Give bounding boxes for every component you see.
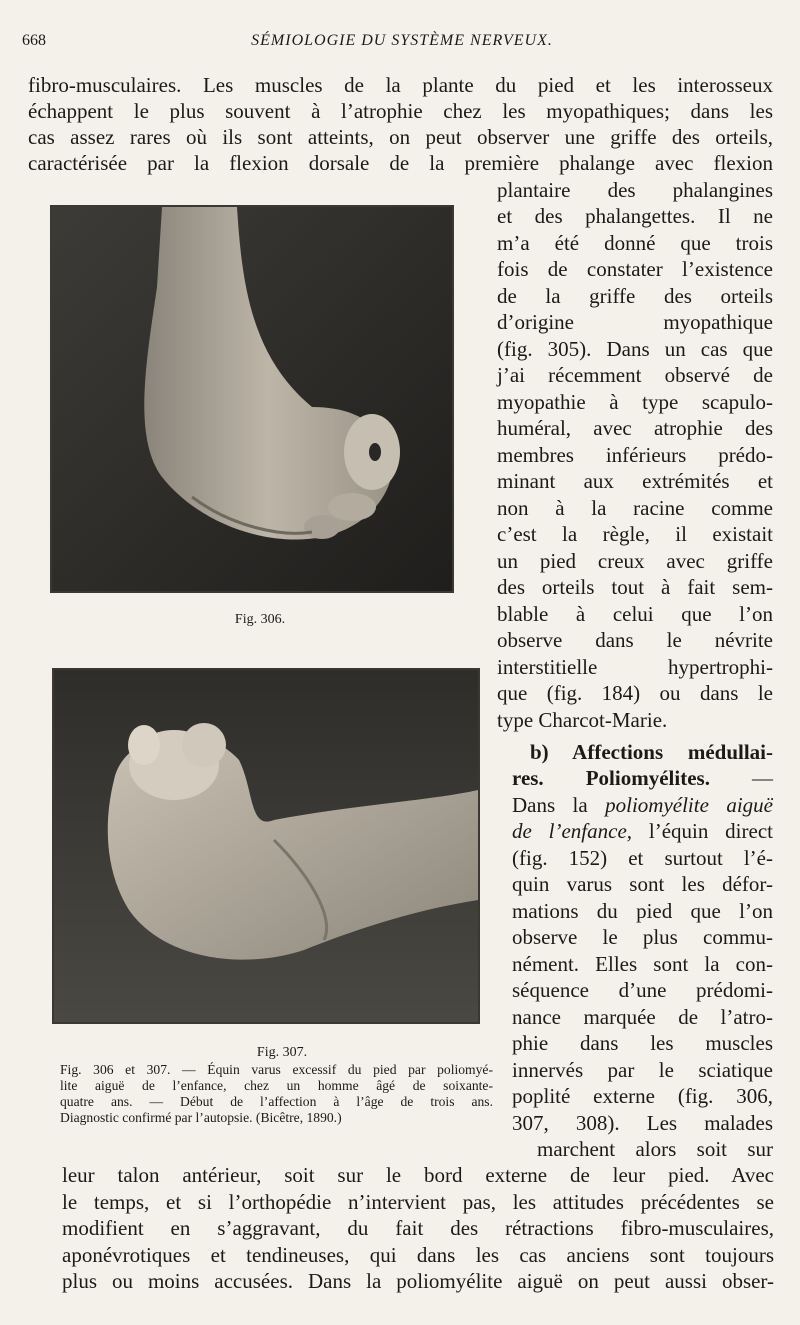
body-line: aponévrotiques et tendineuses, qui dans les cas anciens sont toujours: [62, 1243, 774, 1267]
column-line: un pied creux avec griffe: [497, 549, 773, 573]
column-line: quin varus sont les défor-: [512, 872, 773, 896]
foot-photo-illustration: [52, 207, 452, 591]
figure-307-label: Fig. 307.: [256, 1045, 308, 1060]
figure-306-photo: [50, 205, 454, 593]
figure-306-label: Fig. 306.: [234, 612, 286, 627]
column-line: observe le plus commu-: [512, 925, 773, 949]
body-line: modifient en s’aggravant, du fait des rétractions fibro-musculaires,: [62, 1216, 774, 1240]
foot-photo-illustration: [54, 670, 478, 1022]
body-line: plus ou moins accusées. Dans la poliomyélite aiguë on peut aussi obser-: [62, 1269, 774, 1293]
column-line: m’a été donné que trois: [497, 231, 773, 255]
column-line: huméral, avec atrophie des: [497, 416, 773, 440]
column-line: que (fig. 184) ou dans le: [497, 681, 773, 705]
column-line: poplité externe (fig. 306,: [512, 1084, 773, 1108]
column-line: observe dans le névrite: [497, 628, 773, 652]
caption-line: lite aiguë de l’enfance, chez un homme âgé de soixante-: [60, 1078, 493, 1093]
column-line: (fig. 152) et surtout l’é-: [512, 846, 773, 870]
column-line: de la griffe des orteils: [497, 284, 773, 308]
column-line: mations du pied que l’on: [512, 899, 773, 923]
column-line: c’est la règle, il existait: [497, 522, 773, 546]
column-line: type Charcot-Marie.: [497, 708, 668, 732]
text-run: Dans la: [512, 793, 588, 817]
caption-line: Diagnostic confirmé par l’autopsie. (Bicêtre, 1890.): [60, 1110, 342, 1125]
section-b-heading-text: b) Affections médullai-: [530, 740, 773, 764]
section-b-heading-cont: [512, 765, 773, 791]
caption-line: Fig. 306 et 307. — Équin varus excessif du pied par poliomyé-: [60, 1062, 493, 1077]
figure-caption: [60, 1062, 493, 1126]
column-line: minant aux extrémités et: [497, 469, 773, 493]
column-line: 307, 308). Les malades: [512, 1111, 773, 1135]
body-line: leur talon antérieur, soit sur le bord externe de leur pied. Avec: [62, 1163, 774, 1187]
column-line: interstitielle hypertrophi-: [497, 655, 773, 679]
italic-term: poliomyélite aiguë: [605, 793, 773, 817]
caption-line: quatre ans. — Début de l’affection à l’âge de trois ans.: [60, 1094, 493, 1109]
column-line: blable à celui que l’on: [497, 602, 773, 626]
figure-307-photo: [52, 668, 480, 1024]
column-line: [512, 818, 773, 844]
column-line: phie dans les muscles: [512, 1031, 773, 1055]
body-line: caractérisée par la flexion dorsale de la première phalange avec flexion: [28, 151, 773, 175]
column-line: plantaire des phalangines: [497, 178, 773, 202]
text-run: l’équin direct: [632, 819, 773, 843]
column-line: fois de constater l’existence: [497, 257, 773, 281]
page-number: 668: [22, 32, 46, 49]
section-b-heading-text: res. Poliomyélites.: [512, 766, 710, 790]
column-line: j’ai récemment observé de: [497, 363, 773, 387]
page-header: [22, 32, 782, 56]
running-head: SÉMIOLOGIE DU SYSTÈME NERVEUX.: [251, 32, 553, 49]
column-line: [512, 792, 773, 818]
column-line: non à la racine comme: [497, 496, 773, 520]
column-line: nance marquée de l’atro-: [512, 1005, 773, 1029]
column-line: membres inférieurs prédo-: [497, 443, 773, 467]
column-line: nément. Elles sont la con-: [512, 952, 773, 976]
column-line: marchent alors soit sur: [537, 1137, 773, 1161]
column-line: innervés par le sciatique: [512, 1058, 773, 1082]
body-line: échappent le plus souvent à l’atrophie chez les myopathiques; dans les: [28, 99, 773, 123]
body-line: le temps, et si l’orthopédie n’intervient pas, les attitudes précédentes se: [62, 1190, 774, 1214]
column-line: séquence d’une prédomi-: [512, 978, 773, 1002]
section-b-heading: [530, 739, 773, 765]
column-line: des orteils tout à fait sem-: [497, 575, 773, 599]
body-line: fibro-musculaires. Les muscles de la plante du pied et les interosseux: [28, 73, 773, 97]
column-line: d’origine myopathique: [497, 310, 773, 334]
column-line: (fig. 305). Dans un cas que: [497, 337, 773, 361]
section-b-dash: —: [709, 766, 773, 790]
body-line: cas assez rares où ils sont atteints, on peut observer une griffe des orteils,: [28, 125, 773, 149]
column-line: myopathie à type scapulo-: [497, 390, 773, 414]
italic-term: de l’enfance,: [512, 819, 633, 843]
column-line: et des phalangettes. Il ne: [497, 204, 773, 228]
